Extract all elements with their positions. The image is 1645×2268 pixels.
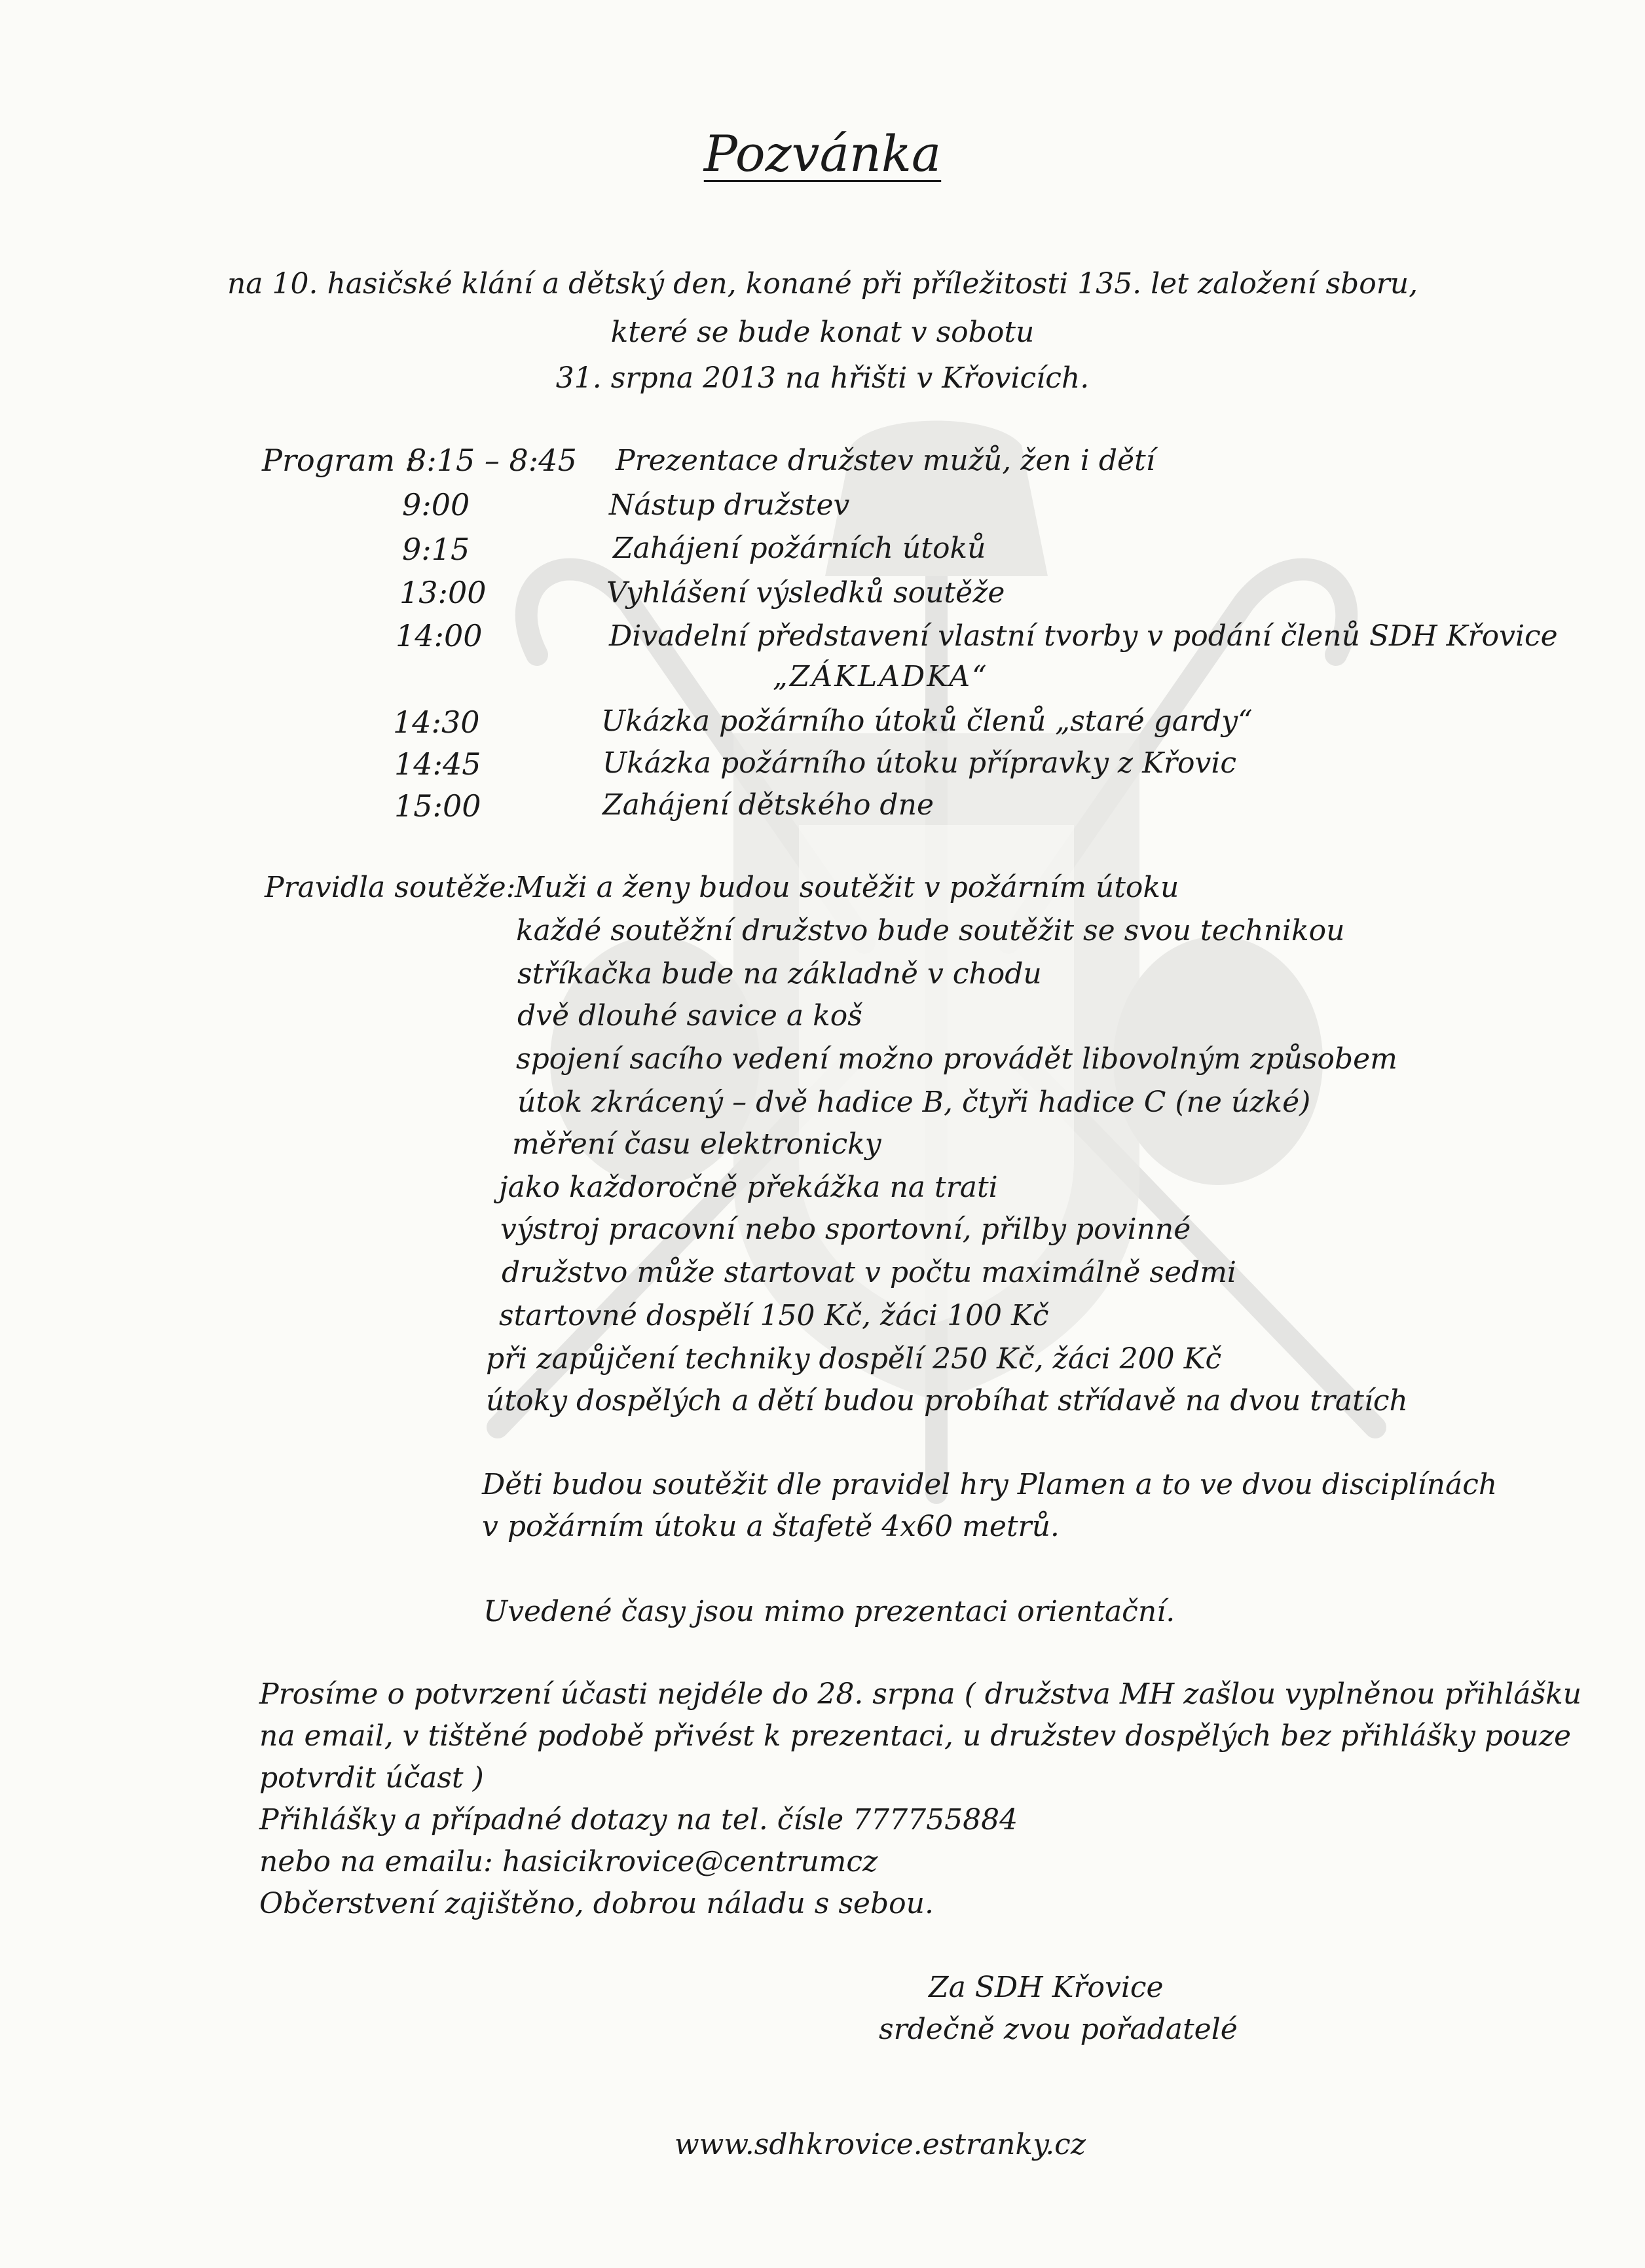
contact-line: potvrdit účast ): [259, 1761, 484, 1795]
times-note: Uvedené časy jsou mimo prezentaci orientační.: [483, 1595, 1175, 1628]
website-link[interactable]: www.sdhkrovice.estranky.cz: [675, 2128, 1086, 2161]
contact-line: Prosíme o potvrzení účasti nejdéle do 28. srpna ( družstva MH zašlou vyplněnou přihlášku: [259, 1677, 1582, 1711]
program-label: Program :: [262, 443, 415, 478]
children-line-2: v požárním útoku a štafetě 4x60 metrů.: [482, 1510, 1060, 1543]
rule-item: stříkačka bude na základně v chodu: [517, 957, 1042, 991]
contact-line: Občerstvení zajištěno, dobrou náladu s sebou.: [259, 1887, 934, 1920]
rule-item: Muži a ženy budou soutěžit v požárním útoku: [515, 871, 1179, 904]
rules-label: Pravidla soutěže:: [265, 871, 516, 904]
program-item: Zahájení požárních útoků: [613, 532, 986, 565]
program-time: 14:30: [393, 704, 480, 740]
rule-item: měření času elektronicky: [512, 1127, 881, 1161]
program-item: Ukázka požárního útoků členů „staré gardy“: [601, 704, 1253, 738]
rule-item: útok zkrácený – dvě hadice B, čtyři hadice C (ne úzké): [517, 1086, 1311, 1119]
program-time: 9:00: [402, 487, 470, 522]
program-item-play-title: „ZÁKLADKA“: [773, 660, 989, 693]
program-time: 8:15 – 8:45: [407, 443, 577, 478]
program-item: Zahájení dětského dne: [602, 788, 934, 822]
program-item: Divadelní představení vlastní tvorby v podání členů SDH Křovice: [609, 619, 1558, 653]
rule-item: výstroj pracovní nebo sportovní, přilby povinné: [500, 1213, 1191, 1246]
intro-line-3: 31. srpna 2013 na hřišti v Křovicích.: [555, 361, 1090, 395]
program-item: Nástup družstev: [609, 488, 850, 522]
program-time: 14:00: [396, 618, 483, 653]
rule-item: útoky dospělých a dětí budou probíhat střídavě na dvou tratích: [486, 1384, 1408, 1418]
children-line-1: Děti budou soutěžit dle pravidel hry Plamen a to ve dvou disciplínách: [482, 1468, 1498, 1501]
intro-line-2: které se bude konat v sobotu: [610, 316, 1035, 349]
rule-item: jako každoročně překážka na trati: [499, 1171, 998, 1204]
page-title: Pozvánka: [703, 124, 942, 183]
rule-item: spojení sacího vedení možno provádět libovolným způsobem: [516, 1042, 1397, 1076]
rule-item: družstvo může startovat v počtu maximálně sedmi: [502, 1256, 1236, 1289]
rule-item: při zapůjčení techniky dospělí 250 Kč, žáci 200 Kč: [486, 1342, 1222, 1376]
signature-line-1: Za SDH Křovice: [929, 1971, 1164, 2004]
rule-item: dvě dlouhé savice a koš: [517, 999, 862, 1033]
rule-item: každé soutěžní družstvo bude soutěžit se svou technikou: [516, 914, 1345, 947]
program-item: Vyhlášení výsledků soutěže: [606, 576, 1005, 610]
rule-item: startovné dospělí 150 Kč, žáci 100 Kč: [499, 1299, 1049, 1332]
program-time: 13:00: [399, 575, 487, 610]
intro-line-1: na 10. hasičské klání a dětský den, konané při příležitosti 135. let založení sboru,: [227, 267, 1418, 301]
program-time: 9:15: [402, 532, 470, 567]
contact-email-line: nebo na emailu: hasicikrovice@centrumcz: [259, 1845, 878, 1878]
contact-phone-line: Přihlášky a případné dotazy na tel. čísle 777755884: [259, 1803, 1018, 1837]
program-time: 14:45: [394, 746, 481, 782]
program-item: Prezentace družstev mužů, žen i dětí: [616, 444, 1155, 477]
program-item: Ukázka požárního útoku přípravky z Křovic: [602, 746, 1237, 780]
signature-line-2: srdečně zvou pořadatelé: [879, 2013, 1238, 2046]
contact-line: na email, v tištěné podobě přivést k prezentaci, u družstev dospělých bez přihlášky pouze: [259, 1719, 1572, 1753]
program-time: 15:00: [394, 788, 481, 824]
